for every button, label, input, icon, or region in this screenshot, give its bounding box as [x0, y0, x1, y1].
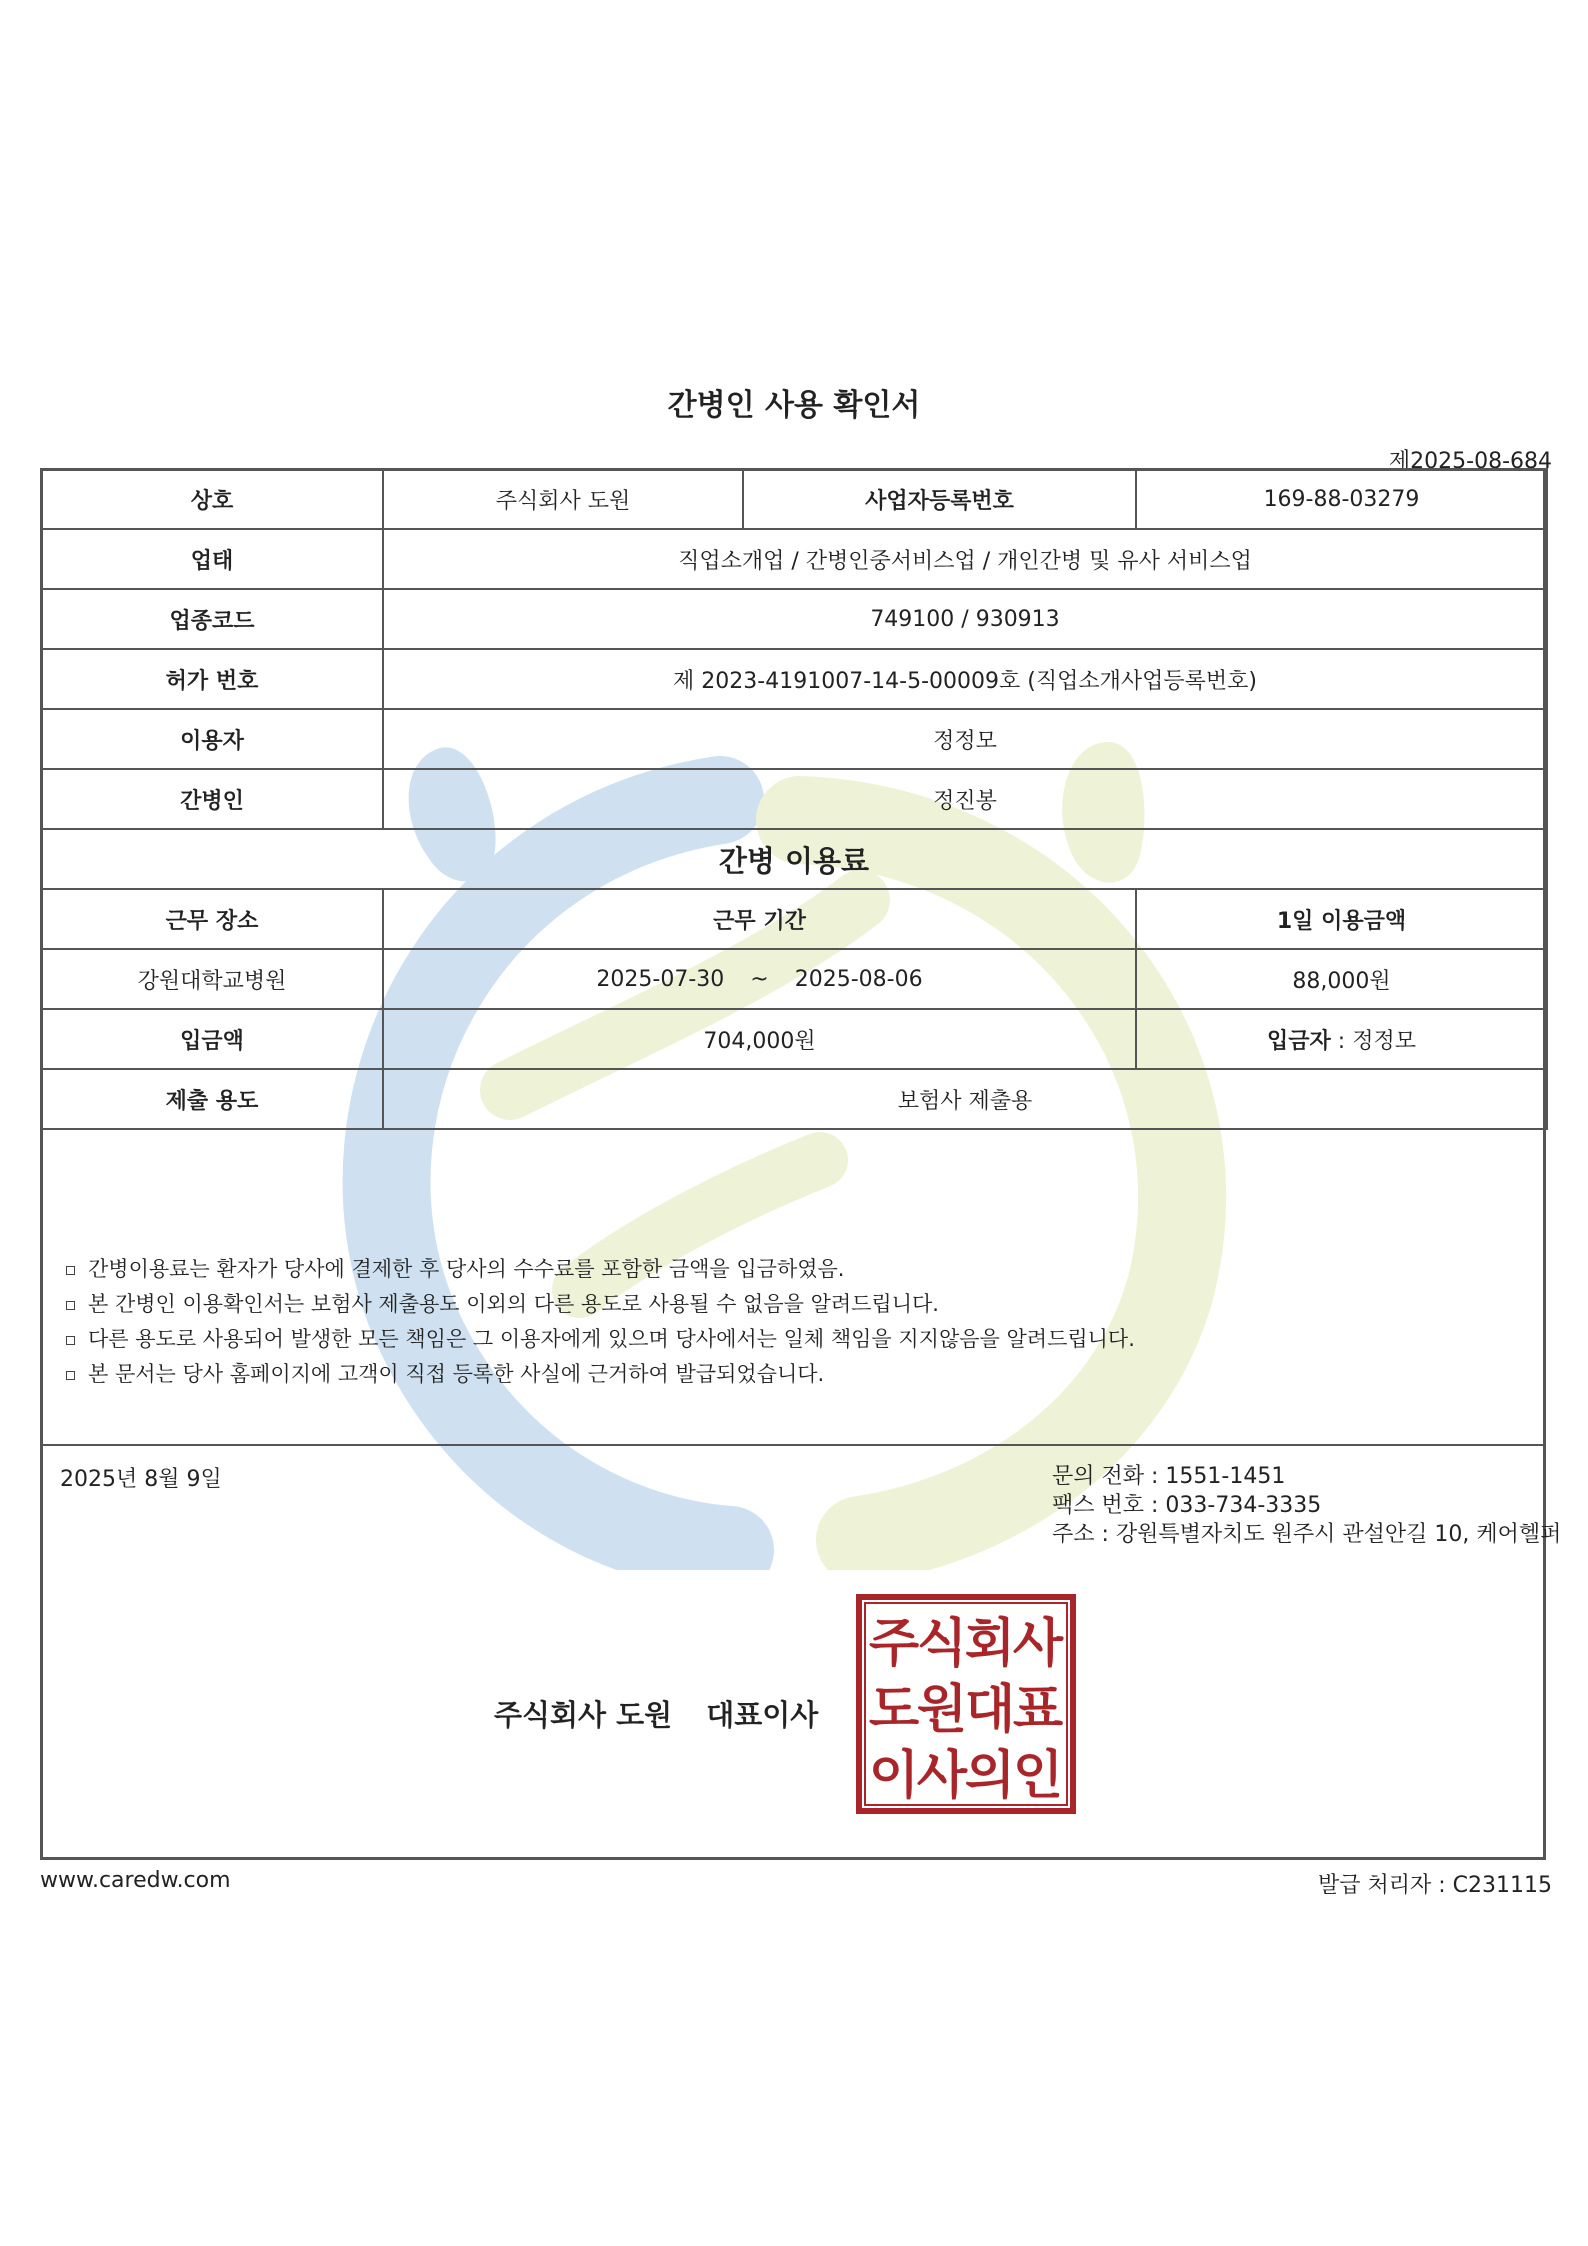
signer-title: 대표이사: [706, 1698, 819, 1732]
period-label: 근무 기간: [383, 889, 1136, 949]
table-row: [41, 949, 1547, 1009]
fee-section-title: 간병 이용료: [41, 829, 1547, 889]
svg-text:대: 대: [964, 1680, 1016, 1740]
svg-text:회: 회: [964, 1614, 1016, 1674]
caregiver-value: 정진봉: [383, 769, 1547, 829]
svg-text:주: 주: [868, 1614, 920, 1674]
contact-phone: 문의 전화 : 1551-1451: [1052, 1464, 1286, 1489]
contact-address: 주소 : 강원특별자치도 원주시 관설안길 10, 케어헬퍼: [1052, 1522, 1562, 1547]
purpose-value: 보험사 제출용: [383, 1069, 1547, 1129]
biz-no-label: 사업자등록번호: [743, 469, 1136, 529]
list-item: 본 간병인 이용확인서는 보험사 제출용도 이외의 다른 용도로 사용될 수 없음을 알려드립니다.: [66, 1287, 1135, 1322]
svg-text:사: 사: [1012, 1614, 1064, 1674]
caregiver-label: 간병인: [41, 769, 383, 829]
business-type-label: 업태: [41, 529, 383, 589]
table-row: [41, 589, 1547, 649]
signer: [494, 1693, 818, 1734]
company-value: 주식회사 도원: [383, 469, 743, 529]
user-value: 정정모: [383, 709, 1547, 769]
section-divider: [40, 1444, 1546, 1446]
company-seal-stamp: [856, 1594, 1076, 1814]
notes-list: [66, 1252, 1135, 1392]
license-label: 허가 번호: [41, 649, 383, 709]
signer-company: 주식회사 도원: [494, 1698, 673, 1732]
document-title: 간병인 사용 확인서: [667, 388, 921, 423]
svg-text:원: 원: [916, 1680, 968, 1740]
website-text: www.caredw.com: [40, 1868, 231, 1893]
issue-date: 2025년 8월 9일: [60, 1467, 222, 1492]
industry-code-value: 749100 / 930913: [383, 589, 1547, 649]
contact-info: [1052, 1462, 1561, 1549]
svg-text:사: 사: [916, 1746, 968, 1806]
table-row: [41, 529, 1547, 589]
table-row: [41, 889, 1547, 949]
user-label: 이용자: [41, 709, 383, 769]
biz-no-value: 169-88-03279: [1136, 469, 1547, 529]
period-separator: ~: [750, 966, 769, 992]
svg-text:표: 표: [1012, 1680, 1064, 1740]
place-value: 강원대학교병원: [41, 949, 383, 1009]
svg-text:인: 인: [1012, 1746, 1064, 1806]
list-item: 간병이용료는 환자가 당사에 결제한 후 당사의 수수료를 포함한 금액을 입금하였음.: [66, 1252, 1135, 1287]
daily-amount-value: 88,000원: [1136, 949, 1547, 1009]
depositor-colon: :: [1330, 1028, 1353, 1054]
table-row: [41, 769, 1547, 829]
deposit-label: 입금액: [41, 1009, 383, 1069]
place-label: 근무 장소: [41, 889, 383, 949]
table-row: [41, 709, 1547, 769]
period-end: 2025-08-06: [794, 966, 923, 992]
period-value: [383, 949, 1136, 1009]
document-number: 제2025-08-684: [1388, 449, 1552, 474]
table-row: [41, 1009, 1547, 1069]
daily-amount-label: 1일 이용금액: [1136, 889, 1547, 949]
table-row: [41, 1069, 1547, 1129]
list-item: 본 문서는 당사 홈페이지에 고객이 직접 등록한 사실에 근거하여 발급되었습니다.: [66, 1357, 1135, 1392]
table-row: [41, 649, 1547, 709]
svg-text:식: 식: [916, 1614, 968, 1674]
period-start: 2025-07-30: [596, 966, 725, 992]
svg-text:이: 이: [868, 1746, 920, 1806]
list-item: 다른 용도로 사용되어 발생한 모든 책임은 그 이용자에게 있으며 당사에서는 일체 책임을 지지않음을 알려드립니다.: [66, 1322, 1135, 1357]
svg-text:의: 의: [964, 1746, 1016, 1806]
license-value: 제 2023-4191007-14-5-00009호 (직업소개사업등록번호): [383, 649, 1547, 709]
info-table: [40, 468, 1548, 1130]
svg-text:도: 도: [868, 1680, 920, 1740]
deposit-value: 704,000원: [383, 1009, 1136, 1069]
depositor-cell: [1136, 1009, 1547, 1069]
issuer-text: 발급 처리자 : C231115: [1318, 1873, 1552, 1898]
table-row: [41, 469, 1547, 529]
depositor-value: 정정모: [1352, 1028, 1416, 1054]
business-type-value: 직업소개업 / 간병인중서비스업 / 개인간병 및 유사 서비스업: [383, 529, 1547, 589]
depositor-label: 입금자: [1267, 1028, 1331, 1054]
industry-code-label: 업종코드: [41, 589, 383, 649]
table-row: [41, 829, 1547, 889]
contact-fax: 팩스 번호 : 033-734-3335: [1052, 1493, 1322, 1518]
company-label: 상호: [41, 469, 383, 529]
purpose-label: 제출 용도: [41, 1069, 383, 1129]
